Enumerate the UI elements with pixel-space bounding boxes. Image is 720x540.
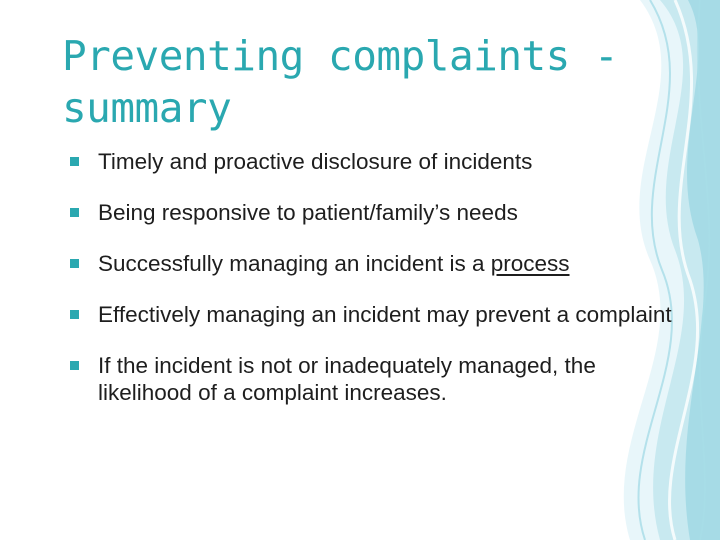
- bullet-text: Timely and proactive disclosure of incidents: [98, 149, 533, 174]
- bullet-text: Effectively managing an incident may prevent a complaint: [98, 302, 672, 327]
- bullet-list: [70, 148, 680, 406]
- square-bullet-icon: [70, 310, 79, 319]
- square-bullet-icon: [70, 361, 79, 370]
- slide-title: Preventing complaints - summary: [62, 32, 619, 132]
- square-bullet-icon: [70, 208, 79, 217]
- underlined-word: process: [490, 251, 570, 276]
- square-bullet-icon: [70, 157, 79, 166]
- bullet-text: If the incident is not or inadequately managed, the likelihood of a complaint increases.: [98, 353, 596, 405]
- bullet-item: [70, 352, 680, 406]
- bullet-item: [70, 148, 680, 175]
- bullet-text: Being responsive to patient/family’s needs: [98, 200, 518, 225]
- bullet-text: Successfully managing an incident is a: [98, 251, 491, 276]
- bullet-item: [70, 199, 680, 226]
- bullet-item: [70, 301, 680, 328]
- bullet-item: [70, 250, 680, 277]
- square-bullet-icon: [70, 259, 79, 268]
